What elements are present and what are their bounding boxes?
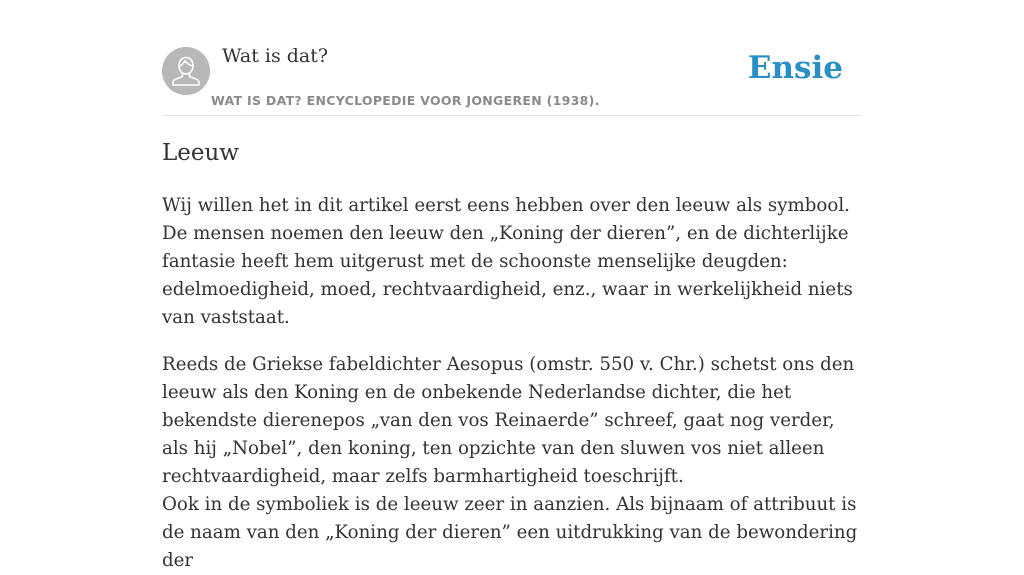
article-body	[162, 192, 862, 575]
source-title[interactable]: Wat is dat?	[222, 45, 329, 67]
brand-logo[interactable]: Ensie	[747, 50, 843, 86]
article-paragraph: Reeds de Griekse fabeldichter Aesopus (omstr. 550 v. Chr.) schetst ons den leeuw als den Koning en de onbekende Nederlandse dichter, die het bekendste dierenepos „van den vos Reinaerde” schreef, gaat nog verder, als hij „Nobel”, den koning, ten opzichte van den sluwen vos niet alleen rechtvaardigheid, maar zelfs barmhartigheid toeschrijft.	[162, 354, 855, 487]
source-header	[162, 0, 862, 116]
user-avatar-icon[interactable]	[162, 47, 210, 95]
content-container	[162, 0, 862, 571]
source-subtitle[interactable]: WAT IS DAT? ENCYCLOPEDIE VOOR JONGEREN (1938).	[211, 93, 600, 108]
article-title: Leeuw	[162, 140, 239, 166]
article-paragraph: Wij willen het in dit artikel eerst eens hebben over den leeuw als symbool. De mensen noemen den leeuw den „Koning der dieren”, en de dichterlijke fantasie heeft hem uitgerust met de schoonste menselijke deugden: edelmoedigheid, moed, rechtvaardigheid, enz., waar in werkelijkheid niets van vaststaat.	[162, 195, 853, 328]
article-paragraph: Ook in de symboliek is de leeuw zeer in aanzien. Als bijnaam of attribuut is de naam van den „Koning der dieren” een uitdrukking van de bewondering der	[162, 494, 858, 571]
